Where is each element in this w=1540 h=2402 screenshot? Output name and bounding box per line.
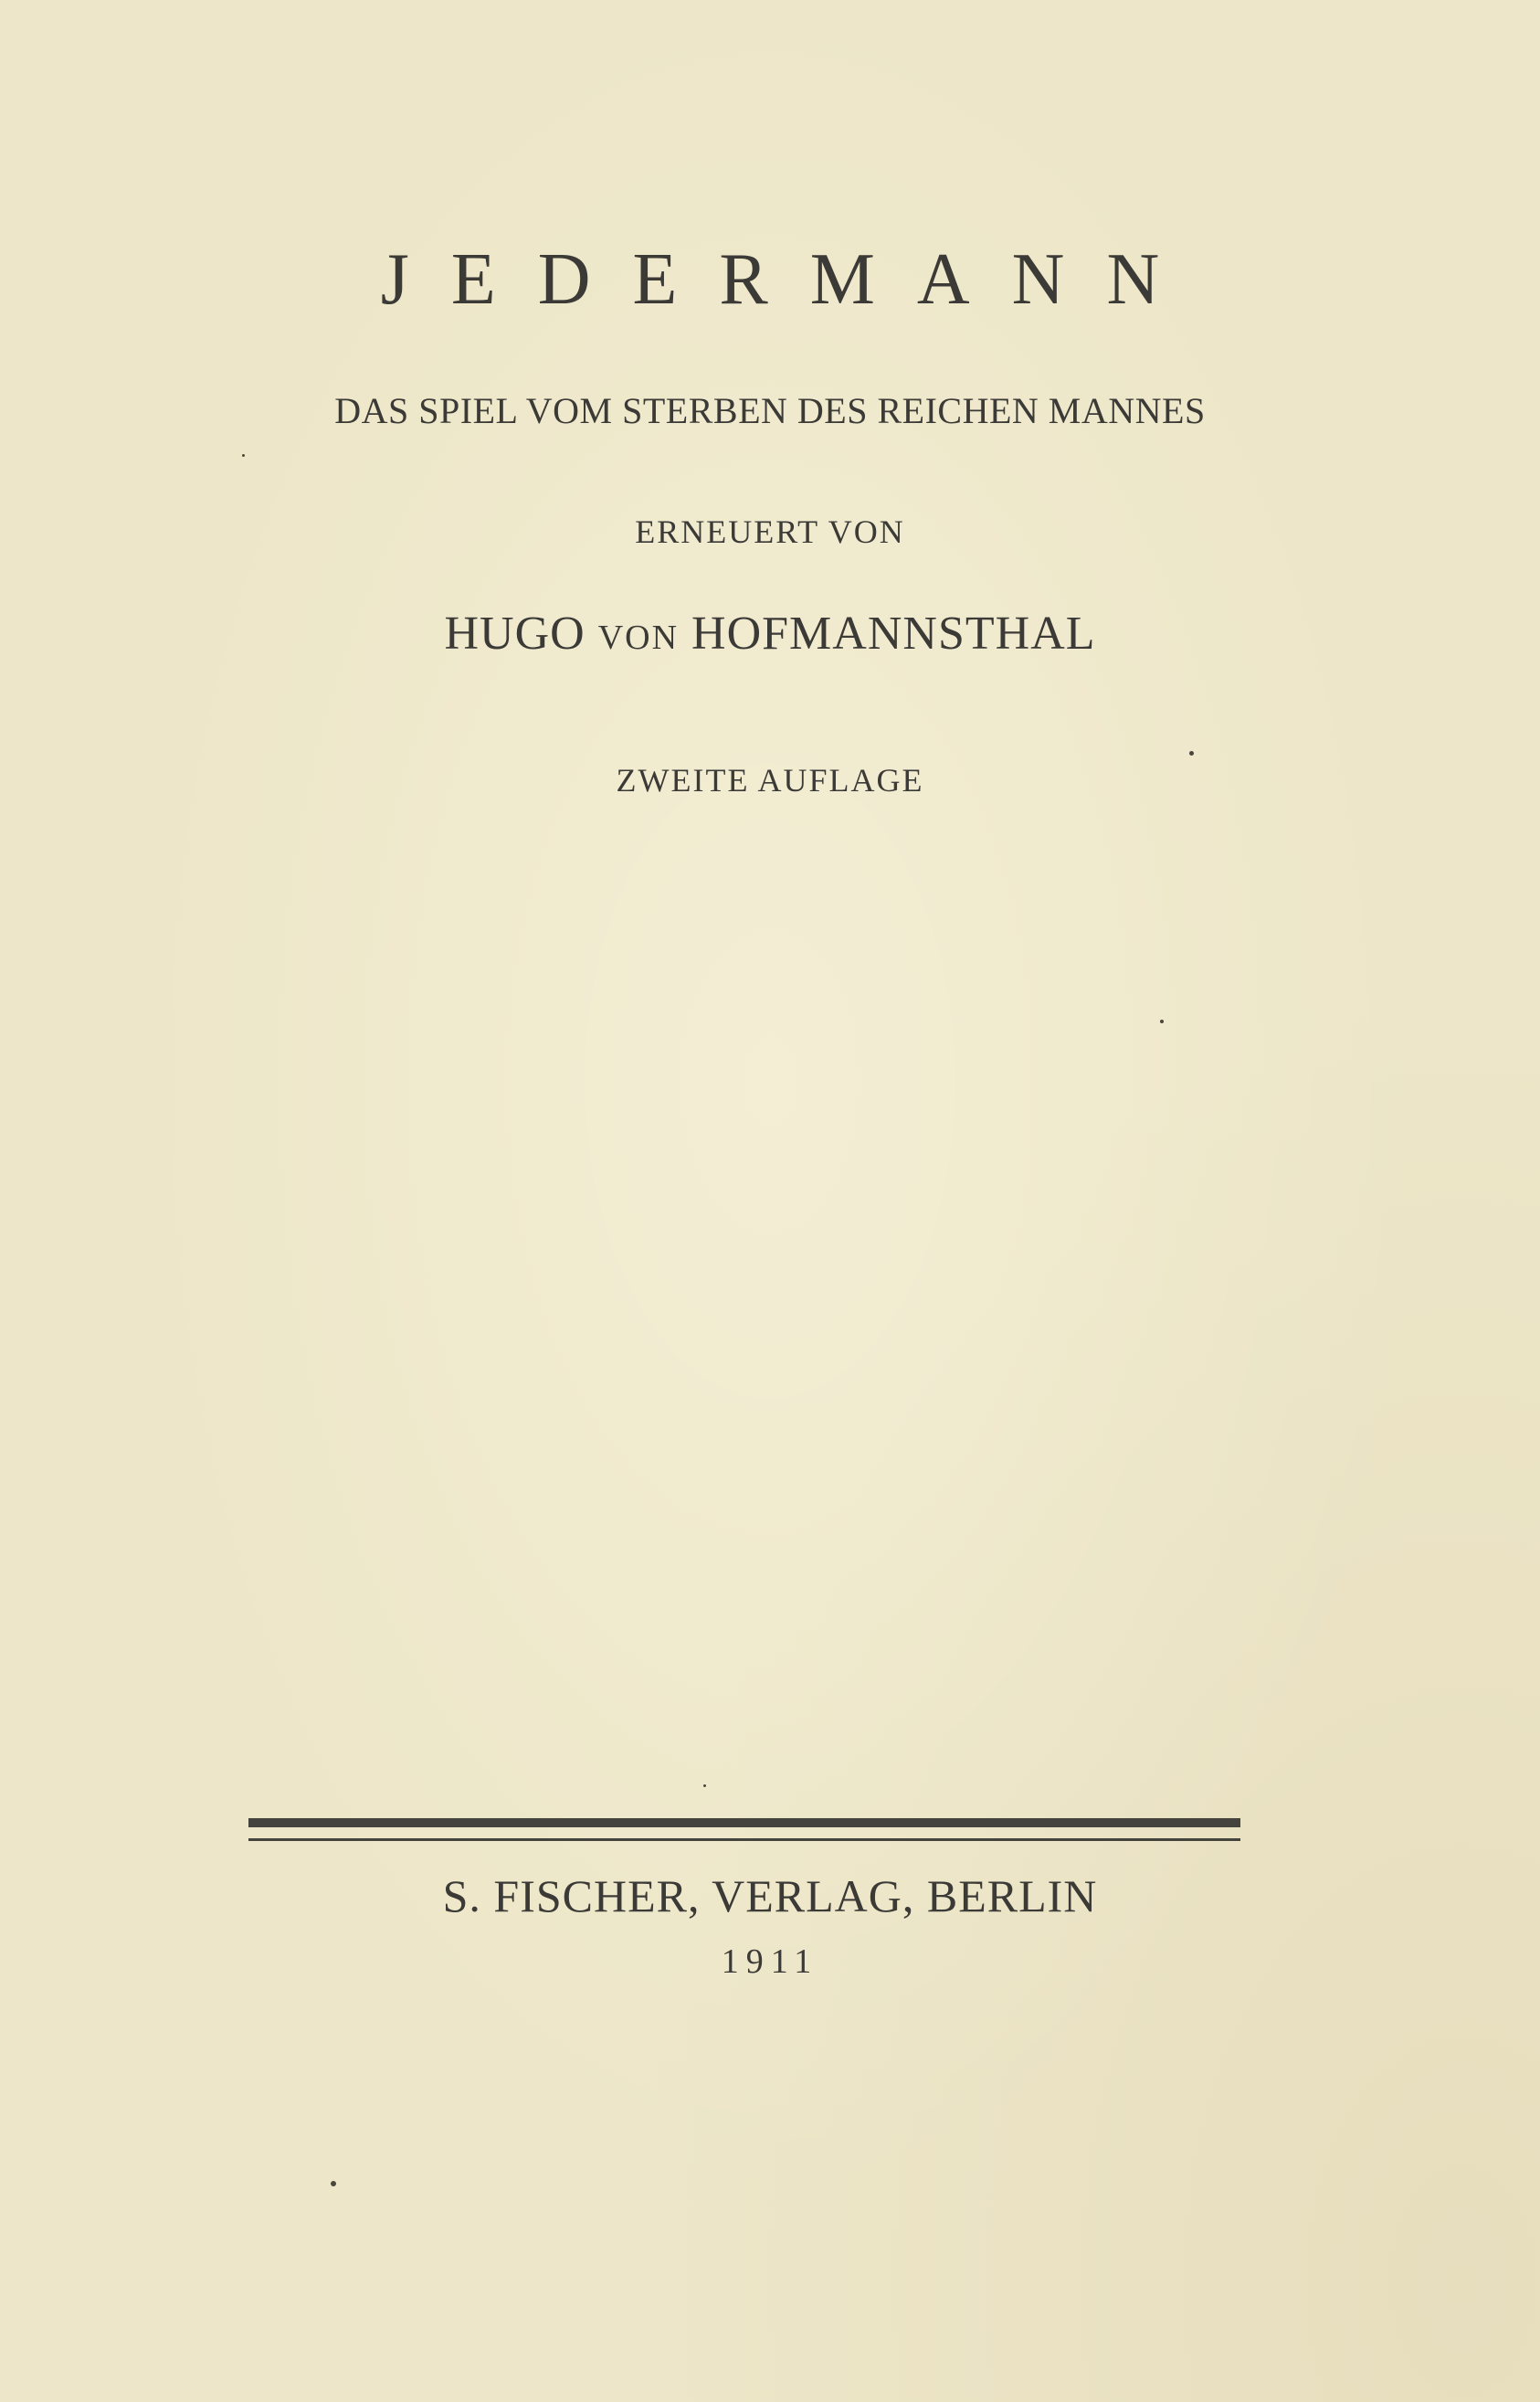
- publication-year: 1911: [721, 1942, 819, 1981]
- paper-speck: [331, 2181, 336, 2186]
- book-title: JEDERMANN: [380, 239, 1202, 320]
- paper-speck: [703, 1784, 706, 1787]
- publisher-rule-thin: [248, 1838, 1240, 1841]
- paper-speck: [1189, 751, 1194, 756]
- publisher-imprint: S. FISCHER, VERLAG, BERLIN: [442, 1870, 1098, 1921]
- book-subtitle: DAS SPIEL VOM STERBEN DES REICHEN MANNES: [334, 390, 1206, 431]
- author-name: [0, 610, 1540, 658]
- publisher-rule-thick: [248, 1818, 1240, 1827]
- author-first-name: HUGO: [444, 608, 585, 660]
- renewed-by-label: ERNEUERT VON: [635, 513, 905, 550]
- edition-label: ZWEITE AUFLAGE: [616, 762, 924, 799]
- paper-speck: [1160, 1020, 1164, 1023]
- author-last-name: HOFMANNSTHAL: [691, 608, 1096, 660]
- author-particle: VON: [597, 619, 680, 657]
- paper-speck: [242, 454, 245, 457]
